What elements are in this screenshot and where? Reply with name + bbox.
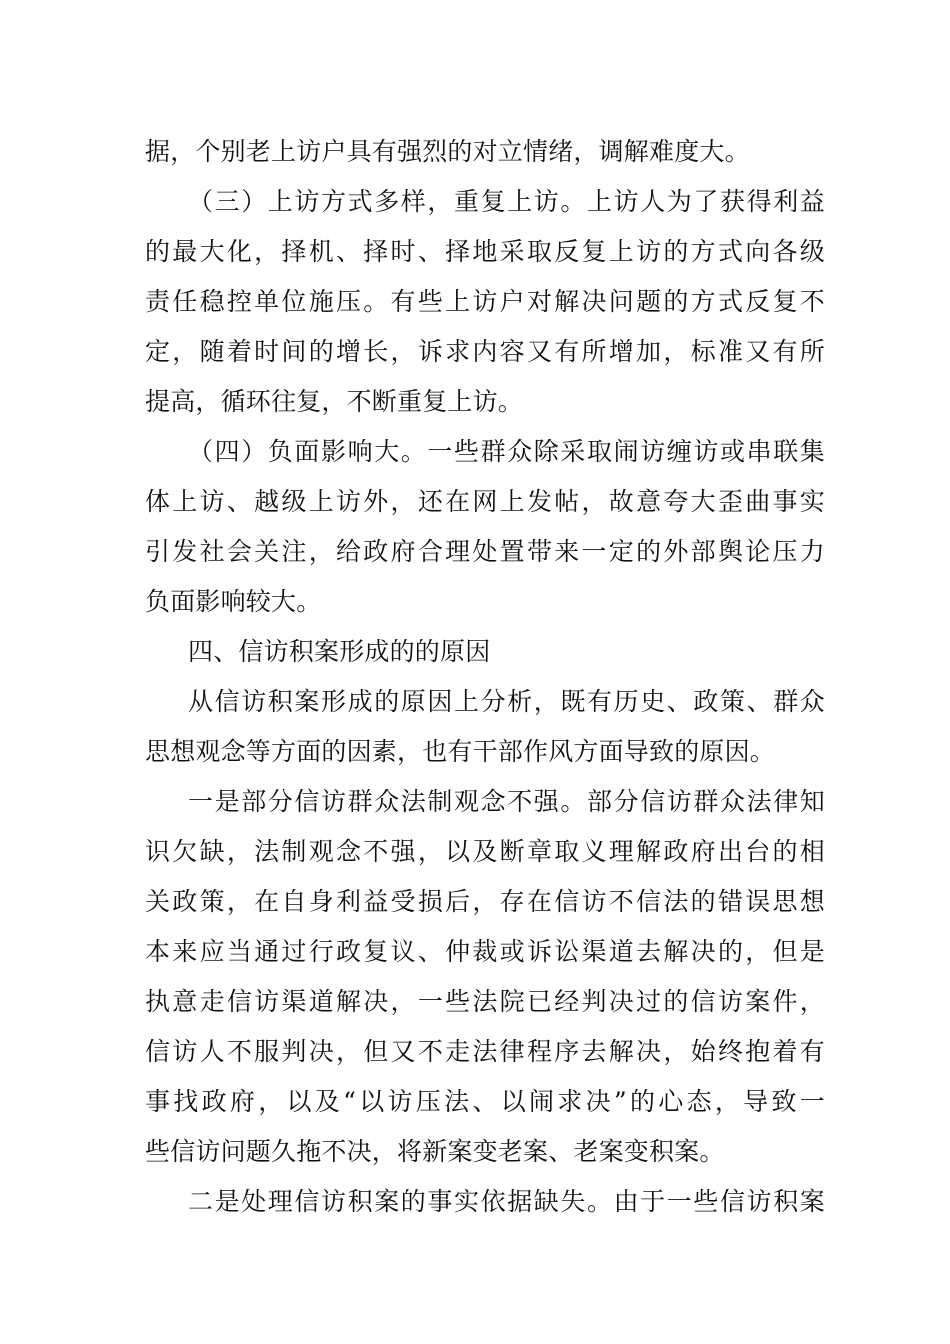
text-line: 识欠缺，法制观念不强，以及断章取义理解政府出台的相 (145, 837, 825, 866)
text-line: 责任稳控单位施压。有些上访户对解决问题的方式反复不 (145, 287, 825, 316)
text-line: 关政策，在自身利益受损后，存在信访不信法的错误思想 (145, 887, 825, 916)
text-line: 提高，循环往复，不断重复上访。 (145, 387, 524, 416)
text-line: 思想观念等方面的因素，也有干部作风方面导致的原因。 (145, 737, 776, 766)
text-line: 本来应当通过行政复议、仲裁或诉讼渠道去解决的，但是 (145, 937, 825, 966)
text-line: 些信访问题久拖不决，将新案变老案、老案变积案。 (145, 1137, 725, 1166)
text-line: 据，个别老上访户具有强烈的对立情绪，调解难度大。 (145, 137, 750, 166)
text-line: 的最大化，择机、择时、择地采取反复上访的方式向各级 (145, 237, 825, 266)
text-line: 负面影响较大。 (145, 587, 322, 616)
text-line: 定，随着时间的增长，诉求内容又有所增加，标准又有所 (145, 337, 825, 366)
text-line: 从信访积案形成的原因上分析，既有历史、政策、群众 (188, 687, 825, 716)
text-line: 执意走信访渠道解决，一些法院已经判决过的信访案件， (145, 987, 825, 1016)
text-line: 体上访、越级上访外，还在网上发帖，故意夸大歪曲事实 (145, 487, 825, 516)
text-line: 一是部分信访群众法制观念不强。部分信访群众法律知 (188, 787, 825, 816)
text-line: 引发社会关注，给政府合理处置带来一定的外部舆论压力 (145, 537, 825, 566)
text-line: 二是处理信访积案的事实依据缺失。由于一些信访积案 (188, 1187, 825, 1216)
text-line: （三）上访方式多样，重复上访。上访人为了获得利益 (188, 187, 825, 216)
text-line: 信访人不服判决，但又不走法律程序去解决，始终抱着有 (145, 1037, 825, 1066)
text-line: 事找政府，以及“以访压法、以闹求决”的心态，导致一 (145, 1087, 825, 1116)
text-line: （四）负面影响大。一些群众除采取闹访缠访或串联集 (188, 437, 825, 466)
section-heading: 四、信访积案形成的的原因 (188, 637, 491, 666)
